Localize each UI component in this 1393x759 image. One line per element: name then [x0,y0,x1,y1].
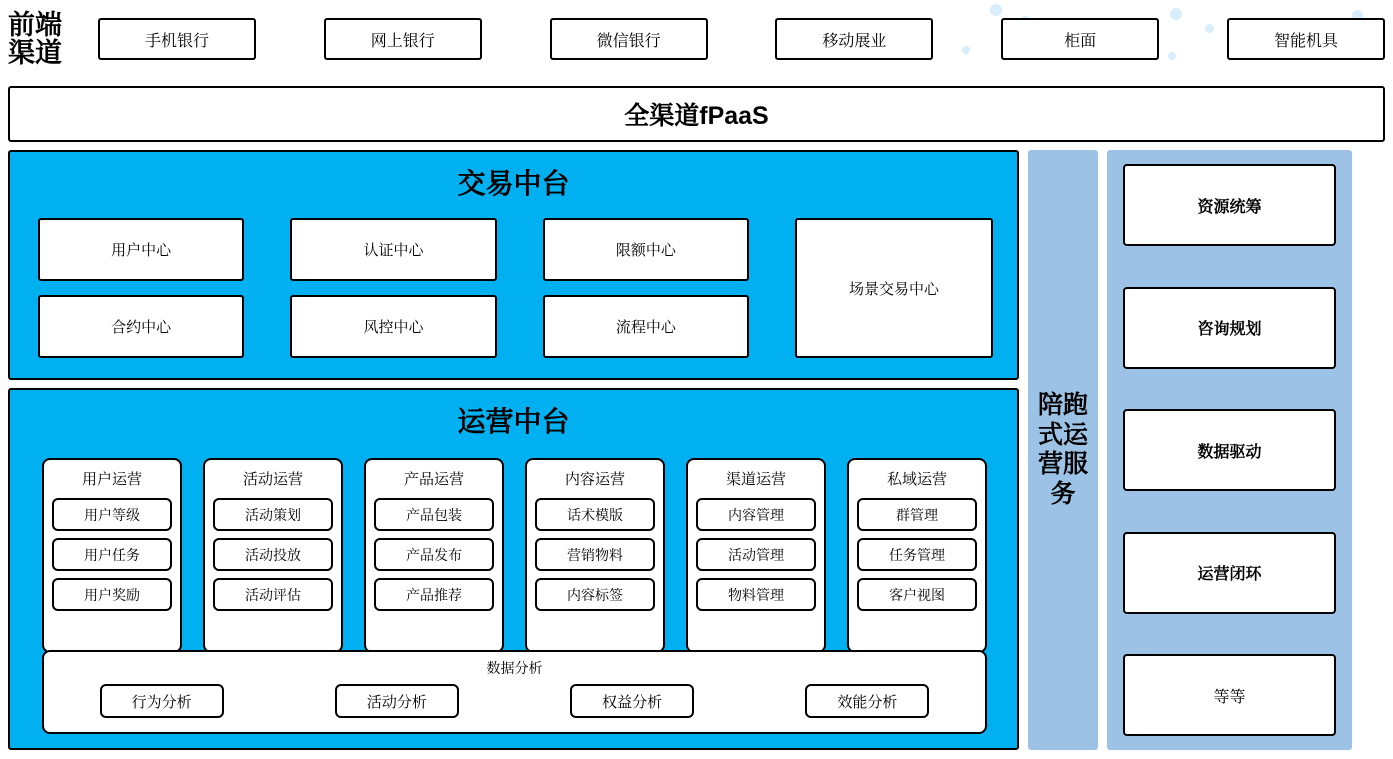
trade-box-process-center[interactable]: 流程中心 [543,295,749,358]
ops-item-group-management[interactable]: 群管理 [857,498,977,531]
analysis-item-activity[interactable]: 活动分析 [335,684,459,718]
fpaas-bar[interactable]: 全渠道fPaaS [8,86,1385,142]
service-label-line-2: 式运 [1037,421,1088,449]
right-item-data-driven[interactable]: 数据驱动 [1123,409,1336,491]
right-item-operation-closed-loop[interactable]: 运营闭环 [1123,532,1336,614]
trade-box-user-center[interactable]: 用户中心 [38,218,244,281]
trade-center-boxes [38,218,795,358]
ops-group-title: 私域运营 [886,471,947,488]
trade-box-scene-transaction-center[interactable]: 场景交易中心 [795,218,993,358]
ops-group-content-operation [525,458,665,653]
analysis-item-rights[interactable]: 权益分析 [570,684,694,718]
channel-item-counter[interactable]: 柜面 [1001,18,1159,60]
ops-group-title: 用户运营 [81,471,142,488]
accompanying-operation-service-column [1028,150,1098,750]
channel-item-mobile-business[interactable]: 移动展业 [775,18,933,60]
ops-group-user-operation [42,458,182,653]
frontend-channel-label [8,11,86,68]
ops-item-content-management[interactable]: 内容管理 [696,498,816,531]
trade-box-contract-center[interactable]: 合约中心 [38,295,244,358]
ops-group-title: 活动运营 [242,471,303,488]
ops-item-customer-view[interactable]: 客户视图 [857,578,977,611]
ops-item-marketing-material[interactable]: 营销物料 [535,538,655,571]
ops-item-activity-delivery[interactable]: 活动投放 [213,538,333,571]
right-item-etc[interactable]: 等等 [1123,654,1336,736]
ops-item-user-level[interactable]: 用户等级 [52,498,172,531]
ops-item-user-reward[interactable]: 用户奖励 [52,578,172,611]
trade-box-limit-center[interactable]: 限额中心 [543,218,749,281]
ops-item-product-recommend[interactable]: 产品推荐 [374,578,494,611]
data-analysis-title: 数据分析 [486,660,543,676]
ops-item-user-task[interactable]: 用户任务 [52,538,172,571]
frontend-channel-label-line-1: 前端 [8,9,62,40]
accompanying-operation-service-label [1038,391,1088,509]
ops-group-title: 内容运营 [564,471,625,488]
service-label-line-4: 务 [1050,480,1076,508]
operation-middle-platform-panel [8,388,1019,750]
channel-item-smart-device[interactable]: 智能机具 [1227,18,1385,60]
right-item-resource-coordination[interactable]: 资源统筹 [1123,164,1336,246]
ops-item-activity-evaluation[interactable]: 活动评估 [213,578,333,611]
data-analysis-items [44,684,985,718]
trade-middle-platform-title: 交易中台 [457,169,570,200]
main-area [8,150,1385,750]
ops-group-channel-operation [686,458,826,653]
center-column [8,150,1019,750]
ops-group-private-domain-operation [847,458,987,653]
ops-item-content-tag[interactable]: 内容标签 [535,578,655,611]
right-item-consulting-planning[interactable]: 咨询规划 [1123,287,1336,369]
service-label-line-1: 陪跑 [1037,392,1088,419]
analysis-item-behavior[interactable]: 行为分析 [100,684,224,718]
right-capability-column [1107,150,1352,750]
ops-group-product-operation [364,458,504,653]
ops-item-task-management[interactable]: 任务管理 [857,538,977,571]
ops-group-title: 产品运营 [403,471,464,488]
ops-item-product-release[interactable]: 产品发布 [374,538,494,571]
analysis-item-efficiency[interactable]: 效能分析 [805,684,929,718]
trade-middle-platform-panel [8,150,1019,380]
trade-box-riskcontrol-center[interactable]: 风控中心 [290,295,496,358]
ops-group-activity-operation [203,458,343,653]
frontend-channel-label-line-2: 渠道 [8,38,62,68]
operation-middle-platform-title: 运营中台 [457,407,570,438]
operation-groups [42,458,987,653]
ops-group-title: 渠道运营 [725,471,786,488]
trade-middle-platform-grid [38,218,993,358]
channel-item-mobile-bank[interactable]: 手机银行 [98,18,256,60]
channel-item-wechat-bank[interactable]: 微信银行 [550,18,708,60]
frontend-channel-row [8,8,1385,70]
frontend-channel-items [86,18,1385,60]
channel-item-online-bank[interactable]: 网上银行 [324,18,482,60]
ops-item-material-management[interactable]: 物料管理 [696,578,816,611]
service-label-line-3: 营服 [1037,451,1088,478]
ops-item-activity-planning[interactable]: 活动策划 [213,498,333,531]
data-analysis-section [42,650,987,734]
trade-box-auth-center[interactable]: 认证中心 [290,218,496,281]
ops-item-product-packaging[interactable]: 产品包装 [374,498,494,531]
ops-item-script-template[interactable]: 话术模版 [535,498,655,531]
ops-item-activity-management[interactable]: 活动管理 [696,538,816,571]
